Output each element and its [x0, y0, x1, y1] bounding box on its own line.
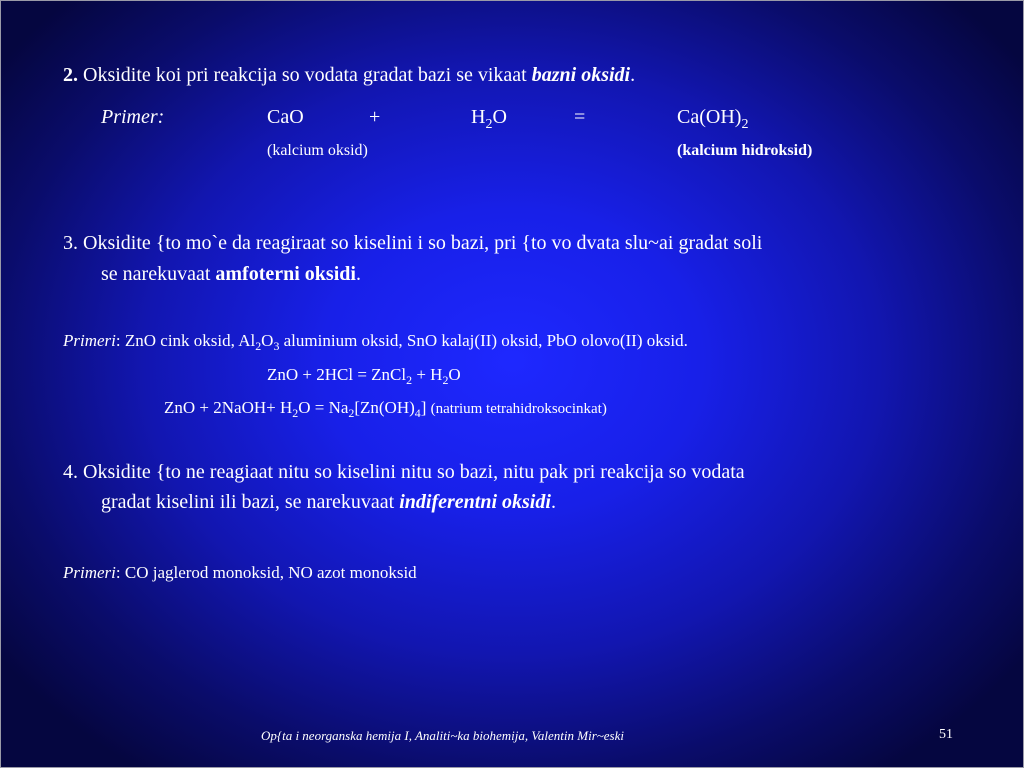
section2-text: Oksidite koi pri reakcija so vodata gradat bazi se vikaat	[83, 64, 527, 86]
section3-term: amfoterni oksidi	[215, 263, 356, 285]
section2-term: bazni oksidi	[531, 64, 631, 86]
equation-reactant-cao: CaO	[267, 106, 304, 128]
section2-heading	[63, 64, 635, 87]
equation-product: $Ca(OH)_2$	[677, 106, 749, 132]
equation-equals: =	[574, 106, 586, 128]
reactant-name-label: (kalcium oksid)	[267, 142, 368, 159]
equation-note: (natrium tetrahidroksocinkat)	[430, 401, 607, 417]
equation-zno-hcl: ZnO + 2HCl = ZnCl$_2$ + $H_2O$	[267, 365, 461, 388]
product-name-label: (kalcium hidroksid)	[677, 142, 813, 159]
section4-line1: 4. Oksidite {to ne reagiaat nitu so kiselini nitu so bazi, nitu pak pri reakcija so vodata	[63, 461, 745, 483]
section4-line2: gradat kiselini ili bazi, se narekuvaat indiferentni oksidi.	[101, 491, 556, 513]
section2-example-label: Primer:	[101, 106, 165, 128]
section3-examples: Primeri: ZnO cink oksid, $Al_2O_3$ aluminium oksid, SnO kalaj(II) oksid, PbO olovo(II) oksid.	[63, 331, 688, 354]
section4-examples-label: Primeri	[63, 563, 116, 582]
section3-examples-label: Primeri	[63, 331, 116, 350]
page-number: 51	[939, 727, 953, 742]
equation-reactant-water: $H_2O$	[471, 106, 507, 132]
equation-plus: +	[369, 106, 381, 128]
equation-zno-naoh: ZnO + 2NaOH+ $H_2O = Na_2[Zn(OH)_4]$ (natrium tetrahidroksocinkat)	[164, 398, 607, 421]
section3-line2: se narekuvaat amfoterni oksidi.	[101, 263, 361, 285]
section4-term: indiferentni oksidi	[399, 491, 551, 513]
section3-line1: 3. Oksidite {to mo`e da reagiraat so kiselini i so bazi, pri {to vo dvata slu~ai gradat soli	[63, 232, 763, 254]
section2-period: .	[630, 64, 636, 86]
section4-examples: Primeri: CO jaglerod monoksid, NO azot monoksid	[63, 563, 417, 582]
footer-text: Op{ta i neorganska hemija I, Analiti~ka biohemija, Valentin Mir~eski	[261, 728, 624, 743]
section2-number: 2.	[63, 64, 78, 86]
